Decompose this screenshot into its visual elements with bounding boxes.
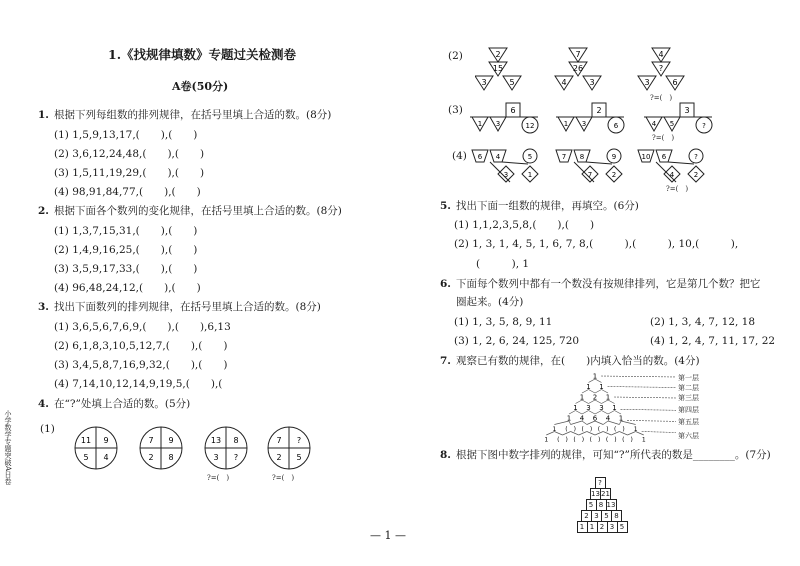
pascal-number: ( ) [614,426,625,433]
q5-item: (1) 1,1,2,3,5,8,( ),( ) [454,219,595,231]
pascal-number: 3 [586,404,591,412]
q8-number: 8. [440,449,451,461]
q1-item: (4) 98,91,84,77,( ),( ) [54,186,201,198]
answer-blank: ?=( ) [652,134,675,142]
q6-item: (2) 1, 3, 4, 7, 12, 18 [650,316,756,328]
answer-blank: ?=( ) [272,474,295,482]
pascal-number: 1 [586,383,591,391]
pyramid-cell: 5 [617,521,628,533]
layer-pointer [608,387,677,388]
circle-number: 7 [148,436,154,445]
circle-number: 4 [103,453,109,462]
layer-label: 第五层 [678,418,699,426]
q7-number: 7. [440,355,451,367]
box-number: ? [702,122,706,130]
layer-label: 第三层 [678,394,699,402]
answer-blank: ?=( ) [666,185,689,193]
section-a-heading: A卷(50分) [172,80,229,93]
pascal-number: 1 [579,393,585,402]
side-label: 小学数学专题突破A日卷 [4,410,12,486]
layer-pointer [614,397,676,398]
pascal-number: 3 [599,404,604,412]
q4-part3-label: (3) [448,104,463,116]
q4-part4-label: (4) [452,150,467,162]
q4-box-diagrams [470,101,720,137]
pyramid-row [582,503,622,520]
tri-number: 3 [644,78,650,87]
pyramid-cell: ? [595,477,606,489]
pascal-number: 1 [612,404,617,412]
circle-number: 2 [276,453,282,462]
circle-number: 11 [80,436,92,445]
pyramid-row [591,481,611,498]
answer-blank: ?=( ) [650,94,673,102]
circle-number: 7 [276,436,282,445]
q4-triangle-diagrams [475,46,715,96]
circle-diagram [268,427,310,469]
pascal-number: ( ) [597,426,609,433]
q1-item: (1) 1,5,9,13,17,( ),( ) [54,129,198,141]
layer-label: 第四层 [678,406,699,414]
layer-label: 第六层 [678,432,699,440]
q1-prompt: 根据下列每组数的排列规律，在括号里填上合适的数。(8分) [54,109,332,121]
tri-number: 4 [658,50,664,59]
pyramid-cell: 8 [596,499,607,511]
pyramid-cell: 8 [611,510,622,522]
pascal-number: ( ) [565,426,576,433]
circle-number: 8 [168,453,174,462]
page-title: 1.《找规律填数》专题过关检测卷 [108,47,297,62]
circle-number: 5 [296,453,302,462]
pascal-number: 1 [605,393,611,402]
pyramid-cell: 3 [607,521,618,533]
pascal-number: 6 [592,414,598,423]
tri-number: 3 [589,78,595,87]
box-number: 1 [563,120,569,128]
pascal-number: 4 [579,414,585,423]
pascal-number: 1 [599,383,604,391]
number-pyramid [560,470,640,531]
circle-number: ? [233,453,239,462]
q4-number: 4. [38,398,49,410]
q2-number: 2. [38,205,49,217]
tri-number: 6 [672,78,678,87]
diamond-number: 7 [561,153,567,161]
q1-item: (3) 1,5,11,19,29,( ),( ) [54,167,205,179]
box-number: 3 [495,120,501,128]
q3-item: (2) 6,1,8,3,10,5,12,7,( ),( ) [54,340,228,352]
pascal-number: ( ) [605,436,617,444]
pyramid-cell: 13 [606,501,616,509]
circle-number: 13 [210,436,222,445]
pascal-number: ( ) [589,436,601,444]
q6-item: (1) 1, 3, 5, 8, 9, 11 [454,316,553,328]
box-number: 5 [669,120,675,128]
circle-diagram [140,427,182,469]
pascal-number: 1 [566,414,572,423]
pyramid-row [587,492,617,509]
pascal-number: 1 [641,436,646,444]
diamond-number: 2 [611,171,617,179]
q3-item: (3) 3,4,5,8,7,16,9,32,( ),( ) [54,359,228,371]
q6-item: (3) 1, 2, 6, 24, 125, 720 [454,335,580,347]
pyramid-cell: 5 [601,510,612,522]
triangle-group [555,48,601,90]
tri-number: 3 [481,78,487,87]
q3-prompt: 找出下面数列的排列规律，在括号里填上合适的数。(8分) [54,301,321,313]
q3-item: (1) 3,6,5,6,7,6,9,( ),( ),6,13 [54,321,231,333]
circle-number: 8 [233,436,239,445]
pascal-number: 1 [552,426,557,433]
diamond-number: 2 [693,171,699,179]
circle-number: 9 [168,436,174,445]
q6-number: 6. [440,278,451,290]
q5-item: ( ), 1 [476,258,530,270]
q5-prompt: 找出下面一组数的规律，再填空。(6分) [456,200,639,212]
diamond-group [556,149,622,182]
q2-item: (1) 1,3,7,15,31,( ),( ) [54,225,198,237]
diamond-number: 8 [579,153,585,161]
box-number: 6 [510,106,516,115]
q6-item: (4) 1, 2, 4, 7, 11, 17, 22 [650,335,776,347]
tri-number: 7 [575,50,581,59]
diamond-number: 4 [669,171,675,179]
circle-number: 2 [148,453,154,462]
pascal-number: 1 [544,436,549,444]
pascal-number: 1 [592,372,598,381]
diamond-number: 4 [495,153,501,161]
pyramid-cell: 5 [586,499,597,511]
circle-diagram [205,427,247,469]
circle-number: ? [296,436,302,445]
pyramid-cell: 1 [577,521,588,533]
pascal-number: 1 [618,414,624,423]
box-number: 1 [477,120,483,128]
q2-item: (2) 1,4,9,16,25,( ),( ) [54,244,198,256]
layer-label: 第一层 [678,374,699,382]
box-number: 3 [684,106,690,115]
pyramid-cell: 1 [587,521,598,533]
box-group [470,103,538,133]
box-number: 4 [651,120,657,128]
q1-number: 1. [38,109,49,121]
q5-number: 5. [440,200,451,212]
pascal-number: 1 [633,426,638,433]
layer-pointer [621,409,677,410]
layer-pointer [627,420,676,421]
q6-prompt: 下面每个数列中都有一个数没有按规律排列，它是第几个数？把它 [456,278,761,290]
q5-item: (2) 1, 3, 1, 4, 5, 1, 6, 7, 8,( ),( ), 10,( ), [454,238,739,250]
diamond-number: 9 [611,153,617,161]
diamond-number: 3 [503,171,509,179]
pyramid-cell: 21 [601,490,610,498]
q4-circle-diagrams [72,424,312,472]
page-number: — 1 — [370,529,406,542]
layer-label: 第二层 [678,384,699,392]
diamond-group [472,149,538,182]
q4-diamond-diagrams [470,146,720,186]
diamond-number: 6 [477,153,483,161]
pyramid-row [596,470,606,487]
triangle-group [638,48,684,90]
pascal-number: 1 [573,404,578,412]
tri-number: 2 [495,50,501,59]
diamond-number: 6 [661,153,667,161]
pyramid-cell: 2 [581,510,592,522]
tri-number: 4 [561,78,567,87]
q6-prompt-cont: 圈起来。(4分) [456,296,524,308]
circle-number: 3 [213,453,219,462]
pascal-number: ( ) [581,426,593,433]
box-number: 2 [596,106,602,115]
q4-part1-label: (1) [40,423,55,435]
q3-item: (4) 7,14,10,12,14,9,19,5,( ),( [54,378,223,390]
pyramid-row [578,514,628,531]
q2-prompt: 根据下面各个数列的变化规律，在括号里填上合适的数。(8分) [54,205,342,217]
diamond-number: 7 [587,171,593,179]
q4-part2-label: (2) [448,50,463,62]
tri-number: 5 [509,78,515,87]
pyramid-cell: 13 [591,490,600,498]
pyramid-cell: 3 [591,510,602,522]
pascal-number: 2 [592,393,598,402]
box-number: 12 [525,122,535,130]
diamond-number: 10 [641,153,651,161]
box-group [556,103,624,133]
box-group [644,103,712,133]
circle-number: 9 [103,436,109,445]
q3-number: 3. [38,301,49,313]
tri-number: 26 [572,64,584,73]
pascal-number: ( ) [622,436,633,444]
q8-prompt: 根据下图中数字排列的规律，可知“?”所代表的数是________。(7分) [456,449,771,461]
box-number: 6 [613,122,619,130]
tri-number: 15 [492,64,504,73]
q2-item: (4) 96,48,24,12,( ),( ) [54,282,201,294]
q4-prompt: 在“?”处填上合适的数。(5分) [54,398,191,410]
q7-prompt: 观察已有数的规律，在( )内填入恰当的数。(4分) [456,355,700,367]
pascal-number: ( ) [573,436,585,444]
triangle-group [475,48,521,90]
circle-number: 5 [83,453,89,462]
tri-number: ? [658,64,664,73]
diamond-number: 5 [527,153,533,161]
pyramid-cell: 2 [597,521,608,533]
box-number: 3 [581,120,587,128]
diamond-number: 1 [527,171,533,179]
layer-pointer [642,432,676,433]
q1-item: (2) 3,6,12,24,48,( ),( ) [54,148,205,160]
answer-blank: ?=( ) [207,474,230,482]
layer-pointer [601,376,676,377]
q2-item: (3) 3,5,9,17,33,( ),( ) [54,263,198,275]
pascal-number: 4 [605,414,611,423]
diamond-number: ? [694,153,698,161]
circle-diagram [75,427,117,469]
diamond-group [638,149,704,182]
pascal-number: ( ) [557,436,568,444]
